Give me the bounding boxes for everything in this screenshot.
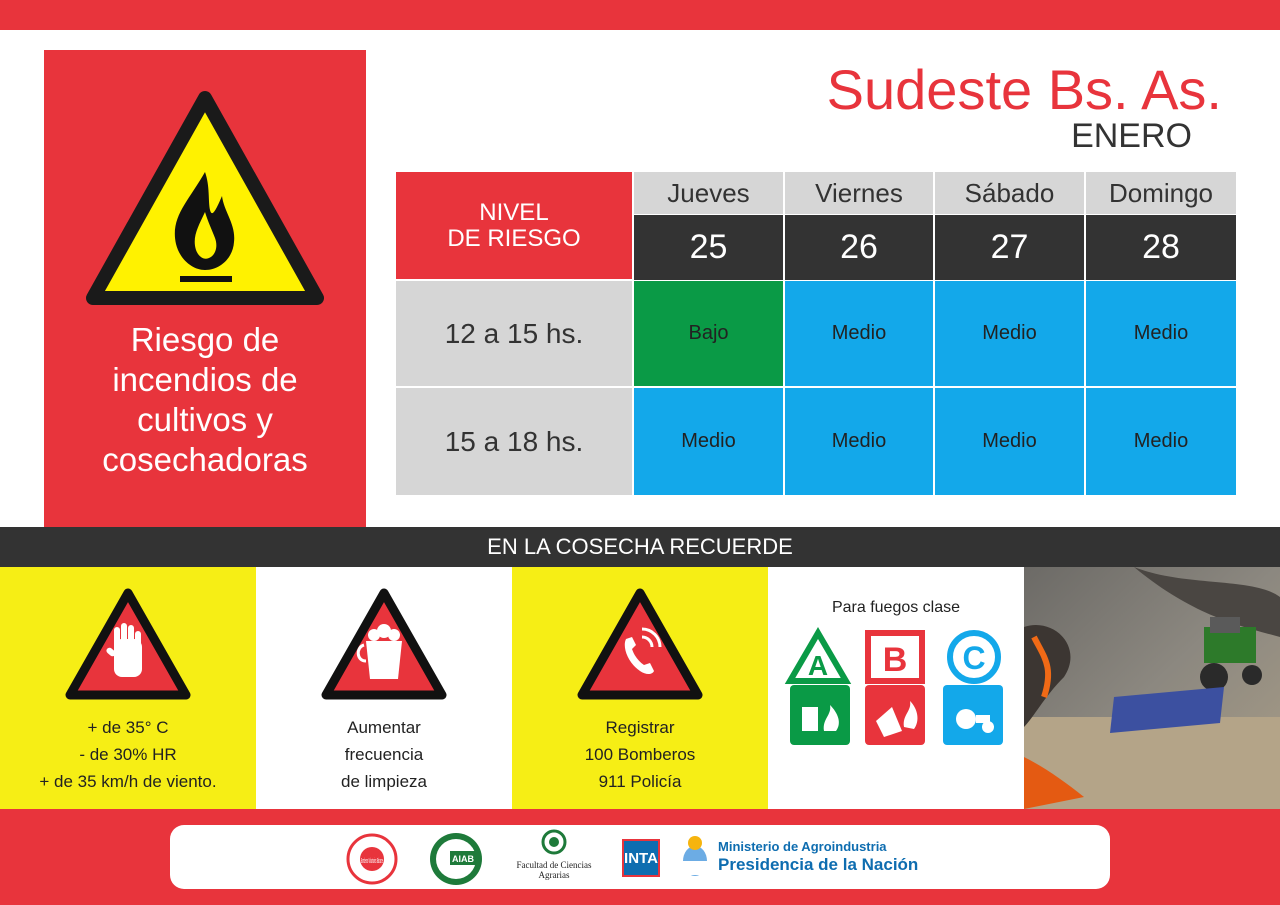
panel-title-line: incendios de bbox=[112, 361, 298, 398]
ministry-label: Ministerio de Agroindustria bbox=[718, 839, 887, 854]
region-title: Sudeste Bs. As. bbox=[826, 58, 1222, 121]
tip-line: 100 Bomberos bbox=[584, 745, 696, 764]
tip-text bbox=[512, 714, 768, 795]
tip-line: Aumentar bbox=[347, 718, 421, 737]
risk-level-header bbox=[396, 172, 632, 279]
risk-cell-medium: Medio bbox=[935, 388, 1084, 495]
tip-line: frecuencia bbox=[344, 745, 424, 764]
panel-title-line: cosechadoras bbox=[102, 441, 308, 478]
time-slot: 15 a 18 hs. bbox=[396, 388, 632, 495]
flammable-warning-icon bbox=[88, 92, 322, 307]
tip-emergency bbox=[512, 567, 768, 809]
tip-line: + de 35 km/h de viento. bbox=[39, 772, 217, 791]
risk-cell-medium: Medio bbox=[634, 388, 783, 495]
tip-text bbox=[0, 714, 256, 795]
fire-class-c-letter: C bbox=[962, 640, 986, 676]
facultad-logo-text: Facultad de Ciencias Agrarias bbox=[516, 860, 592, 880]
tip-line: - de 30% HR bbox=[79, 745, 177, 764]
reminder-title: EN LA COSECHA RECUERDE bbox=[0, 527, 1280, 567]
tip-line: + de 35° C bbox=[87, 718, 169, 737]
tip-weather bbox=[0, 567, 256, 809]
day-header: Domingo bbox=[1086, 172, 1236, 214]
presidency-label: Presidencia de la Nación bbox=[718, 855, 919, 874]
fire-class-b-icon bbox=[865, 633, 925, 745]
day-header: Viernes bbox=[785, 172, 933, 214]
facultad-seal-icon bbox=[541, 829, 567, 855]
bomberos-logo-text: Bomberos Voluntarios Balcarce bbox=[361, 858, 384, 865]
date-header: 25 bbox=[634, 215, 783, 280]
time-slot: 12 a 15 hs. bbox=[396, 281, 632, 386]
panel-title bbox=[44, 320, 366, 480]
date-header: 28 bbox=[1086, 215, 1236, 280]
tip-line: Registrar bbox=[605, 718, 675, 737]
date-header: 27 bbox=[935, 215, 1084, 280]
day-header: Sábado bbox=[935, 172, 1084, 214]
phone-warning-icon bbox=[576, 587, 704, 705]
footer-logos bbox=[170, 825, 1110, 889]
aiab-logo-text: AIAB bbox=[452, 854, 474, 864]
tip-line: de limpieza bbox=[341, 772, 427, 791]
tip-text bbox=[256, 714, 512, 795]
argentina-coat-of-arms-icon bbox=[680, 835, 710, 879]
fire-class-b-letter: B bbox=[882, 641, 908, 679]
harvester-fire-photo bbox=[1024, 567, 1280, 809]
facultad-logo bbox=[506, 829, 602, 885]
fire-class-a-icon bbox=[790, 633, 850, 745]
extinguisher-label: Para fuegos clase bbox=[831, 599, 961, 616]
panel-title-line: Riesgo de bbox=[130, 321, 280, 358]
bomberos-logo bbox=[346, 833, 398, 885]
cleaning-bucket-warning-icon bbox=[320, 587, 448, 705]
left-panel bbox=[44, 50, 366, 527]
panel-title-line: cultivos y bbox=[137, 401, 273, 438]
risk-cell-medium: Medio bbox=[785, 281, 933, 386]
aiab-logo bbox=[428, 831, 484, 887]
fire-class-icons bbox=[788, 627, 1008, 749]
fire-class-c-icon bbox=[943, 633, 1003, 745]
risk-cell-medium: Medio bbox=[785, 388, 933, 495]
day-header: Jueves bbox=[634, 172, 783, 214]
tip-cleaning bbox=[256, 567, 512, 809]
risk-cell-low: Bajo bbox=[634, 281, 783, 386]
top-red-bar bbox=[0, 0, 1280, 30]
risk-level-header-line: DE RIESGO bbox=[447, 224, 581, 252]
risk-cell-medium: Medio bbox=[1086, 281, 1236, 386]
risk-cell-medium: Medio bbox=[1086, 388, 1236, 495]
risk-level-header-line: NIVEL bbox=[479, 198, 549, 226]
risk-cell-medium: Medio bbox=[935, 281, 1084, 386]
stop-hand-warning-icon bbox=[64, 587, 192, 705]
month-label: ENERO bbox=[1071, 117, 1192, 155]
date-header: 26 bbox=[785, 215, 933, 280]
inta-logo: INTA bbox=[622, 839, 660, 877]
extinguisher-panel bbox=[768, 567, 1024, 809]
tip-line: 911 Policía bbox=[598, 772, 682, 791]
fire-class-a-letter: A bbox=[807, 650, 829, 681]
